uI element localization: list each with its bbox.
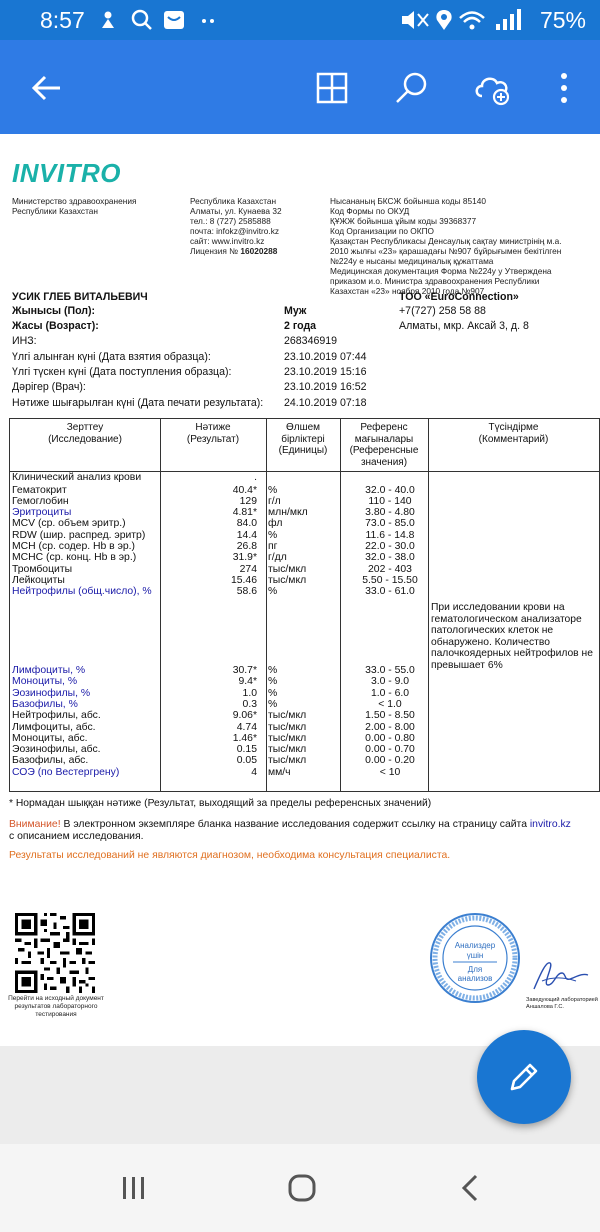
test-name[interactable]: СОЭ (по Вестергрену): [12, 766, 120, 778]
test-unit: тыс/мкл: [268, 574, 307, 586]
test-unit: %: [268, 687, 278, 699]
test-result: 1.46*: [232, 732, 257, 744]
code-line: приказом и.о. Министра здравоохранения Республики: [330, 276, 540, 286]
header-line: Өлшем: [285, 422, 321, 433]
header-line: (Комментарий): [478, 433, 549, 445]
header-study: [10, 422, 160, 445]
inz-value: 268346919: [284, 335, 338, 347]
header-line: (Исследование): [48, 433, 122, 445]
test-result: 274: [239, 563, 257, 575]
received-value: 23.10.2019 15:16: [284, 366, 367, 378]
test-unit: тыс/мкл: [268, 563, 307, 575]
address-line: почта: infokz@invitro.kz: [190, 226, 280, 236]
footnote: * Нормадан шыққан нәтиже (Результат, выходящий за пределы референсных значений): [9, 798, 432, 809]
header-line: мағыналары: [354, 433, 414, 445]
test-reference: 73.0 - 85.0: [365, 518, 415, 530]
back-button[interactable]: [24, 66, 68, 110]
home-icon[interactable]: [282, 1170, 322, 1206]
table-row: [10, 733, 599, 745]
form-codes-block: [330, 196, 562, 296]
test-unit: тыс/мкл: [268, 721, 307, 733]
inz-label: ИНЗ:: [12, 335, 37, 347]
test-result: 1.0: [242, 687, 257, 699]
test-unit: %: [268, 676, 278, 688]
code-line: №224у е нысаны медициналық құжаттама: [330, 256, 494, 266]
address-line: Республика Казахстан: [190, 196, 277, 206]
org-phone: +7(727) 258 58 88: [399, 305, 486, 317]
org-name: ТОО «EuroConnection»: [399, 291, 519, 303]
system-status-icons: [400, 8, 530, 32]
test-result: 0.05: [236, 755, 257, 767]
test-name: Гематокрит: [12, 484, 67, 496]
received-label: Үлгі түскен күні (Дата поступления образца):: [12, 366, 232, 378]
test-name: Нейтрофилы, абс.: [12, 710, 101, 722]
test-reference: 32.0 - 40.0: [365, 484, 415, 496]
doctor-signature: [528, 955, 592, 995]
app-bar: [0, 40, 600, 134]
results-table: [9, 418, 600, 792]
code-line: Код Организации по ОКПО: [330, 226, 435, 236]
patient-name: УСИК ГЛЕБ ВИТАЛЬЕВИЧ: [12, 291, 148, 303]
test-result: 40.4*: [232, 484, 257, 496]
ministry-block: [12, 196, 136, 216]
code-line: Код Формы по ОКУД: [330, 206, 410, 216]
test-unit: тыс/мкл: [268, 744, 307, 756]
code-line: ҚҰЖЖ бойынша ұйым коды 39368377: [330, 216, 477, 226]
header-line: (Референсные: [349, 445, 419, 456]
test-name: Базофилы, абс.: [12, 755, 89, 767]
test-name[interactable]: Эритроциты: [12, 507, 72, 519]
header-line: Референс: [360, 422, 408, 433]
header-comment: [428, 422, 599, 445]
status-bar: [0, 0, 600, 40]
taken-value: 23.10.2019 07:44: [284, 351, 367, 363]
svg-text:үшін: үшін: [466, 951, 484, 960]
table-row: [10, 767, 599, 779]
test-name: Моноциты, абс.: [12, 732, 88, 744]
address-line: сайт: www.invitro.kz: [190, 236, 265, 246]
test-name: MCV (ср. объем эритр.): [12, 518, 126, 530]
test-name[interactable]: Лимфоциты, %: [12, 665, 86, 676]
lab-address-block: [190, 196, 282, 256]
code-line: Медицинская документация Форма №224у у Утверждена: [330, 266, 552, 276]
license-label: Лицензия №: [190, 246, 239, 256]
ministry-line: Республики Казахстан: [12, 206, 98, 216]
qr-code[interactable]: [15, 913, 95, 993]
test-result: 84.0: [236, 518, 257, 530]
printed-value: 24.10.2019 07:18: [284, 397, 367, 409]
more-options-button[interactable]: [542, 66, 586, 110]
test-result: 129: [239, 495, 257, 507]
test-reference: 33.0 - 61.0: [365, 586, 415, 598]
test-unit: %: [268, 586, 278, 598]
test-result: 0.15: [236, 744, 257, 756]
test-reference: < 10: [379, 766, 401, 778]
test-reference: 3.0 - 9.0: [370, 676, 410, 688]
test-result: 4.74: [236, 721, 257, 733]
test-unit: пг: [268, 541, 278, 552]
table-row: [10, 485, 599, 497]
test-reference: 0.00 - 0.20: [365, 755, 415, 767]
age-value: 2 года: [284, 320, 317, 332]
notification-icons: [100, 8, 220, 32]
code-line: Казахстан «23» ноября 2010 года №907: [330, 286, 485, 296]
system-nav-bar: [0, 1144, 600, 1232]
test-result: 26.8: [236, 541, 257, 552]
test-result: 15.46: [230, 574, 257, 586]
svg-text:анализов: анализов: [457, 974, 493, 983]
test-result: 58.6: [236, 586, 257, 598]
test-reference: 11.6 - 14.8: [365, 529, 415, 541]
header-result: [160, 422, 266, 445]
test-reference: 110 - 140: [368, 495, 412, 507]
test-reference: 0.00 - 0.80: [365, 732, 415, 744]
test-result: 9.4*: [238, 676, 257, 688]
warning-text-2: с описанием исследования.: [9, 831, 144, 842]
org-address: Алматы, мкр. Аксай 3, д. 8: [399, 320, 529, 332]
edit-pencil-icon: [504, 1057, 544, 1097]
test-unit: %: [268, 529, 278, 541]
test-unit: г/дл: [268, 552, 287, 564]
section-title: Клинический анализ крови: [12, 472, 142, 483]
table-row: [10, 564, 599, 576]
disclaimer: Результаты исследований не являются диагнозом, необходима консультация специалиста.: [9, 850, 451, 861]
test-unit: фл: [268, 518, 283, 530]
cloud-upload-button[interactable]: [470, 66, 514, 110]
test-result: 0.3: [242, 698, 257, 710]
more-vert-icon: [542, 66, 586, 110]
table-row: [10, 518, 599, 530]
header-line: (Результат): [186, 433, 240, 445]
test-unit: млн/мкл: [268, 507, 308, 519]
test-reference: 32.0 - 38.0: [365, 552, 415, 564]
test-reference: 22.0 - 30.0: [365, 541, 415, 552]
test-reference: 2.00 - 8.00: [365, 721, 415, 733]
age-label: Жасы (Возраст):: [12, 320, 99, 332]
test-name: Лимфоциты, абс.: [12, 721, 96, 733]
table-row: [10, 722, 599, 734]
invitro-logo: INVITRO: [12, 158, 121, 188]
test-reference: 5.50 - 15.50: [362, 574, 418, 586]
cloud-upload-icon: [470, 66, 514, 110]
edit-fab-button[interactable]: [477, 1030, 571, 1124]
code-line: Нысананың БКСЖ бойынша коды 85140: [330, 196, 486, 206]
test-reference: 3.80 - 4.80: [365, 507, 415, 519]
header-units: [266, 422, 340, 457]
test-name: RDW (шир. распред. эритр): [12, 529, 146, 541]
table-row: [10, 755, 599, 767]
test-name: Лейкоциты: [12, 574, 65, 586]
table-row: [10, 541, 599, 553]
table-row: [10, 710, 599, 722]
test-name: Тромбоциты: [12, 563, 73, 575]
table-row: [10, 496, 599, 508]
page-grid-button[interactable]: [310, 66, 354, 110]
sex-label: Жынысы (Пол):: [12, 305, 96, 317]
test-name[interactable]: Эозинофилы, %: [12, 687, 91, 699]
test-name: MCH (ср. содер. Hb в эр.): [12, 541, 136, 552]
test-reference: 1.50 - 8.50: [365, 710, 415, 722]
sex-value: Муж: [284, 305, 307, 317]
test-reference: < 1.0: [378, 698, 402, 710]
test-unit: мм/ч: [268, 766, 291, 778]
test-reference: 1.0 - 6.0: [370, 687, 410, 699]
arrow-left-icon: [24, 66, 68, 110]
header-line: Нәтиже: [195, 422, 231, 433]
warning-note: [9, 819, 599, 843]
ministry-line: Министерство здравоохранения: [12, 196, 137, 206]
warning-label: Внимание!: [9, 819, 61, 830]
table-row: [10, 688, 599, 700]
test-name[interactable]: Моноциты, %: [12, 676, 78, 688]
header-line: бірліктері: [281, 433, 325, 445]
test-result: 4.81*: [232, 507, 257, 519]
address-line: Алматы, ул. Кунаева 32: [190, 206, 282, 216]
test-unit: %: [268, 484, 278, 496]
section-mark: .: [254, 472, 257, 483]
table-row: [10, 530, 599, 542]
warning-text: В электронном экземпляре бланка название исследования содержит ссылку на страницу сайта: [60, 819, 530, 830]
test-name[interactable]: Нейтрофилы (общ.число), %: [12, 586, 152, 598]
license-line: [190, 246, 282, 256]
test-name: Эозинофилы, абс.: [12, 744, 101, 756]
nav-back-icon[interactable]: [450, 1170, 490, 1206]
section-row: [10, 472, 599, 484]
battery-level: 75%: [539, 7, 586, 33]
code-line: Қазақстан Республикасы Денсаулық сақтау министрінің м.а.: [330, 236, 562, 246]
test-unit: тыс/мкл: [268, 732, 307, 744]
grid-icon: [310, 66, 354, 110]
test-name[interactable]: Базофилы, %: [12, 698, 78, 710]
status-time: 8:57: [40, 7, 85, 33]
test-unit: г/л: [268, 495, 281, 507]
header-line: Зерттеу: [66, 422, 104, 433]
test-result: 30.7*: [232, 665, 257, 676]
test-unit: тыс/мкл: [268, 710, 307, 722]
stamp-caption: Заведующий лабораторией Аншалова Г.С.: [526, 997, 598, 1010]
test-result: 14.4: [236, 529, 257, 541]
qr-caption: Перейти на исходный документ результатов лабораторного тестирования: [8, 995, 104, 1018]
header-line: Түсіндірме: [488, 422, 539, 433]
table-row: [10, 676, 599, 688]
svg-text:Для: Для: [467, 965, 483, 974]
lab-stamp-seal: [428, 908, 522, 1008]
printed-label: Нәтиже шығарылған күні (Дата печати результата):: [12, 397, 264, 409]
header-line: значения): [360, 456, 408, 468]
table-row: [10, 744, 599, 756]
search-button[interactable]: [390, 66, 434, 110]
table-row: [10, 586, 599, 598]
taken-label: Үлгі алынған күні (Дата взятия образца):: [12, 351, 211, 363]
svg-text:Анализдер: Анализдер: [454, 941, 496, 950]
test-name: MCHC (ср. конц. Hb в эр.): [12, 552, 137, 564]
test-unit: тыс/мкл: [268, 755, 307, 767]
license-number: 16020288: [240, 246, 278, 256]
analysis-comment: При исследовании крови на гематологическом анализаторе патологических клеток не обнаружено. Количество палочкоядерных нейтрофилов не превышает 6%: [431, 602, 593, 671]
test-result: 9.06*: [232, 710, 257, 722]
test-reference: 202 - 403: [368, 563, 412, 575]
test-reference: 33.0 - 55.0: [365, 665, 415, 676]
test-unit: %: [268, 665, 278, 676]
doctor-value: 23.10.2019 16:52: [284, 381, 367, 393]
search-icon: [390, 66, 434, 110]
code-line: 2010 жылғы «23» қарашадағы №907 бұйрығымен бекітілген: [330, 246, 562, 256]
doctor-label: Дәрігер (Врач):: [12, 381, 86, 393]
test-reference: 0.00 - 0.70: [365, 744, 415, 756]
header-reference: [340, 422, 428, 468]
recent-apps-icon[interactable]: [114, 1170, 154, 1206]
test-result: 4: [251, 766, 257, 778]
table-row: [10, 552, 599, 564]
address-line: тел.: 8 (727) 2585888: [190, 216, 271, 226]
test-name: Гемоглобин: [12, 495, 69, 507]
test-result: 31.9*: [232, 552, 257, 564]
warning-link[interactable]: invitro.kz: [529, 819, 571, 830]
header-line: (Единицы): [278, 445, 328, 456]
test-unit: %: [268, 698, 278, 710]
